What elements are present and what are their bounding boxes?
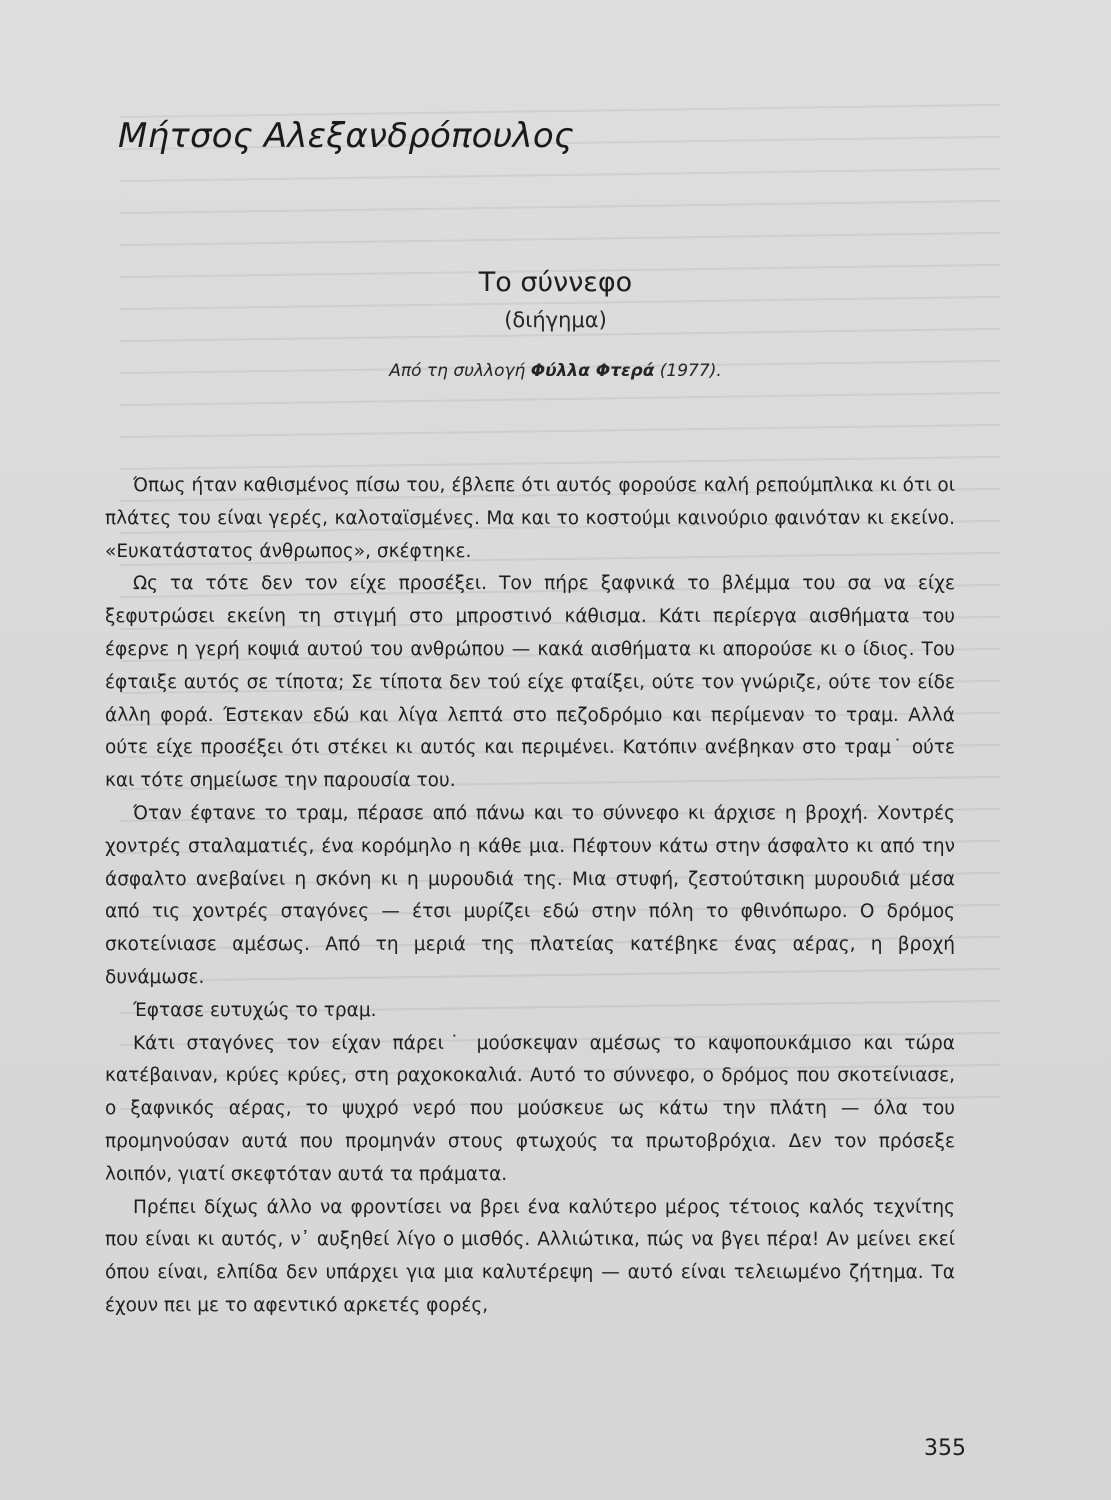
author-name: Μήτσος Αλεξανδρόπουλος bbox=[118, 116, 574, 156]
page-number: 355 bbox=[924, 1436, 966, 1461]
story-genre: (διήγημα) bbox=[504, 308, 607, 332]
story-text bbox=[105, 470, 955, 1323]
paragraph-1: Όπως ήταν καθισμένος πίσω του, έβλεπε ότι αυτός φορούσε καλή ρεπούμπλικα κι ότι οι πλάτες του είναι γερές, καλοταϊσμένες. Μα και το κοστούμι καινούριο φαινόταν κι εκείνο. «Ευκατάστατος άνθρωπος», σκέφτηκε. bbox=[105, 475, 955, 562]
story-title: Το σύννεφο bbox=[478, 267, 633, 298]
paragraph-2: Ως τα τότε δεν τον είχε προσέξει. Τον πήρε ξαφνικά το βλέμμα του σα να είχε ξεφυτρώσει εκείνη τη στιγμή στο μπροστινό κάθισμα. Κάτι περίεργα αισθήματα του έφερνε η γερή κοψιά αυτού του ανθρώπου — κακά αισθήματα κι απορούσε κι ο ίδιος. Του έφταιξε αυτός σε τίποτα; Σε τίποτα δεν τού είχε φταίξει, ούτε τον γνώριζε, ούτε τον είδε άλλη φορά. Έστεκαν εδώ και λίγα λεπτά στο πεζοδρόμιο και περίμεναν το τραμ. Αλλά ούτε είχε προσέξει ότι στέκει κι αυτός και περιμένει. Κατόπιν ανέβηκαν στο τραμ˙ ούτε και τότε σημείωσε την παρουσία του. bbox=[105, 573, 955, 792]
paragraph-4: Έφτασε ευτυχώς το τραμ. bbox=[133, 999, 377, 1021]
paragraph-5: Κάτι σταγόνες τον είχαν πάρει˙ μούσκεψαν αμέσως το καψοπουκάμισο και τώρα κατέβαιναν, κρύες κρύες, στη ραχοκοκαλιά. Αυτό το σύννεφο, ο δρόμος που σκοτείνιασε, ο ξαφνικός αέρας, το ψυχρό νερό που μούσκευε ως κάτω την πλάτη — όλα του προμηνούσαν αυτά που προμηνάν στους φτωχούς τα πρωτοβρόχια. Δεν τον πρόσεξε λοιπόν, γιατί σκεφτόταν αυτά τα πράματα. bbox=[105, 1032, 955, 1185]
paragraph-6: Πρέπει δίχως άλλο να φροντίσει να βρει ένα καλύτερο μέρος τέτοιος καλός τεχνίτης που είναι κι αυτός, ν᾿ αυξηθεί λίγο ο μισθός. Αλλιώτικα, πώς να βγει πέρα! Αν μείνει εκεί όπου είναι, ελπίδα δεν υπάρχει για μια καλυτέρεψη — αυτό είναι τελειωμένο ζήτημα. Τα έχουν πει με το αφεντικό αρκετές φορές, bbox=[105, 1196, 955, 1316]
source-year: (1977). bbox=[659, 361, 722, 381]
paragraph-3: Όταν έφτανε το τραμ, πέρασε από πάνω και το σύννεφο κι άρχισε η βροχή. Χοντρές χοντρές σταλαματιές, ένα κορόμηλο η κάθε μια. Πέφτουν κάτω στην άσφαλτο κι από την άσφαλτο ανεβαίνει η σκόνη κι η μυρουδιά της. Μια στυφή, ζεστούτσικη μυρουδιά μέσα από τις χοντρές σταγόνες — έτσι μυρίζει εδώ στην πόλη το φθινόπωρο. Ο δρόμος σκοτείνιασε αμέσως. Από τη μεριά της πλατείας κατέβηκε ένας αέρας, η βροχή δυνάμωσε. bbox=[105, 802, 955, 988]
source-line bbox=[0, 361, 1111, 381]
source-book-title: Φύλλα Φτερά bbox=[530, 361, 655, 381]
source-prefix: Από τη συλλογή bbox=[389, 361, 526, 381]
